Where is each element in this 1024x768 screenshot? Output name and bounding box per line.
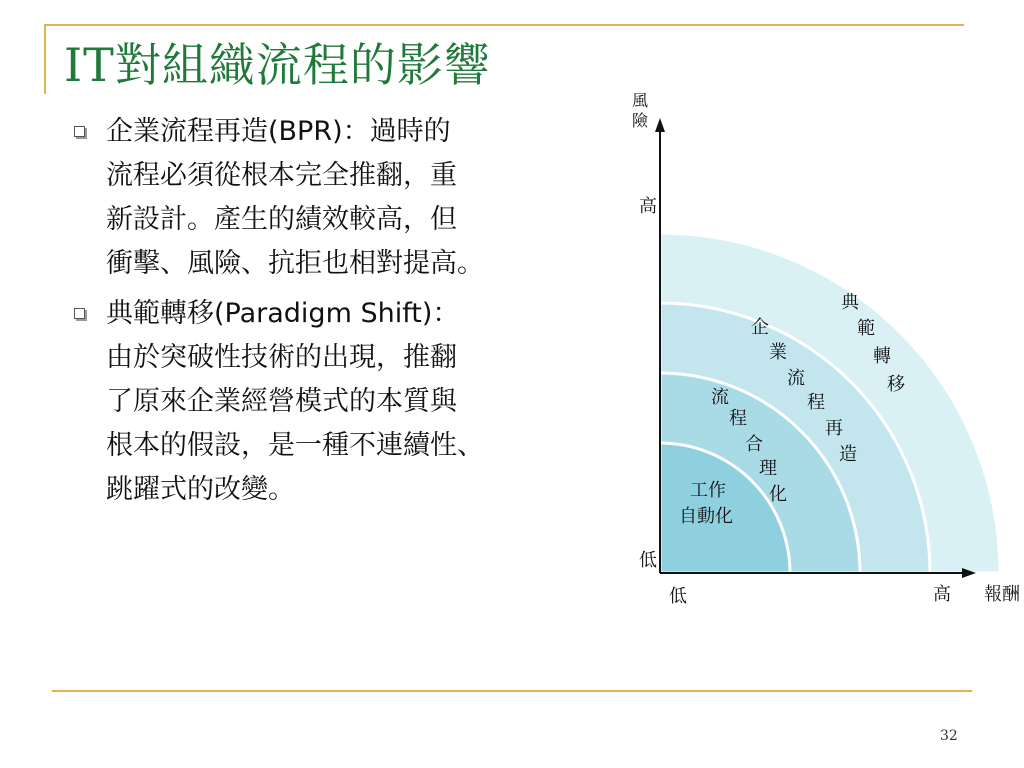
bullet-bpr [72, 110, 632, 286]
bullet-list [72, 110, 632, 518]
band-label-rationalization: 程 [729, 408, 747, 429]
bullet-text-line: 衝擊、風險、抗拒也相對提高。 [106, 248, 484, 279]
y-high-label: 高 [639, 196, 657, 217]
y-axis-label-char: 風 [631, 91, 649, 110]
slide-title: IT對組織流程的影響 [64, 38, 491, 92]
band-label-rationalization: 流 [711, 387, 729, 408]
band-label-paradigm-shift: 轉 [873, 346, 891, 367]
left-rule [44, 24, 46, 94]
band-label-rationalization: 化 [769, 484, 787, 505]
top-rule [44, 24, 964, 26]
bullet-text-line: 企業流程再造(BPR)：過時的 [106, 116, 451, 147]
bullet-text-line: 新設計。產生的績效較高，但 [106, 204, 457, 235]
band-label-paradigm-shift: 移 [887, 374, 905, 395]
y-axis-label-char: 險 [631, 111, 649, 130]
band-label-rationalization: 合 [745, 434, 763, 455]
band-label-automation: 自動化 [679, 506, 733, 527]
bullet-text-line: 根本的假設，是一種不連續性、 [106, 430, 484, 461]
band-label-paradigm-shift: 典 [841, 292, 859, 313]
band-label-reengineering: 再 [825, 418, 843, 439]
band-label-reengineering: 流 [787, 368, 805, 389]
bullet-text-line: 跳躍式的改變。 [106, 474, 295, 505]
x-high-label: 高 [933, 584, 951, 605]
bullet-text-line: 流程必須從根本完全推翻，重 [106, 160, 457, 191]
y-low-label: 低 [639, 550, 657, 571]
band-label-reengineering: 程 [807, 392, 825, 413]
bullet-text-line: 了原來企業經營模式的本質與 [106, 386, 457, 417]
x-low-label: 低 [669, 586, 687, 607]
risk-return-diagram [620, 88, 1020, 618]
band-label-automation: 工作 [690, 480, 726, 501]
y-axis-arrow-icon [655, 118, 665, 132]
band-label-reengineering: 造 [839, 444, 857, 465]
bullet-paradigm-shift [72, 292, 632, 512]
band-label-rationalization: 理 [759, 458, 777, 479]
band-label-reengineering: 業 [769, 342, 787, 363]
bullet-text-line: 由於突破性技術的出現，推翻 [106, 342, 457, 373]
x-axis-label: 報酬 [984, 584, 1020, 605]
band-label-paradigm-shift: 範 [857, 318, 875, 339]
bullet-text-line: 典範轉移(Paradigm Shift)： [106, 298, 460, 329]
band-label-reengineering: 企 [751, 317, 769, 338]
page-number: 32 [940, 728, 958, 744]
bottom-rule [52, 690, 972, 692]
bullet-square-icon [74, 126, 85, 137]
bullet-square-icon [74, 308, 85, 319]
